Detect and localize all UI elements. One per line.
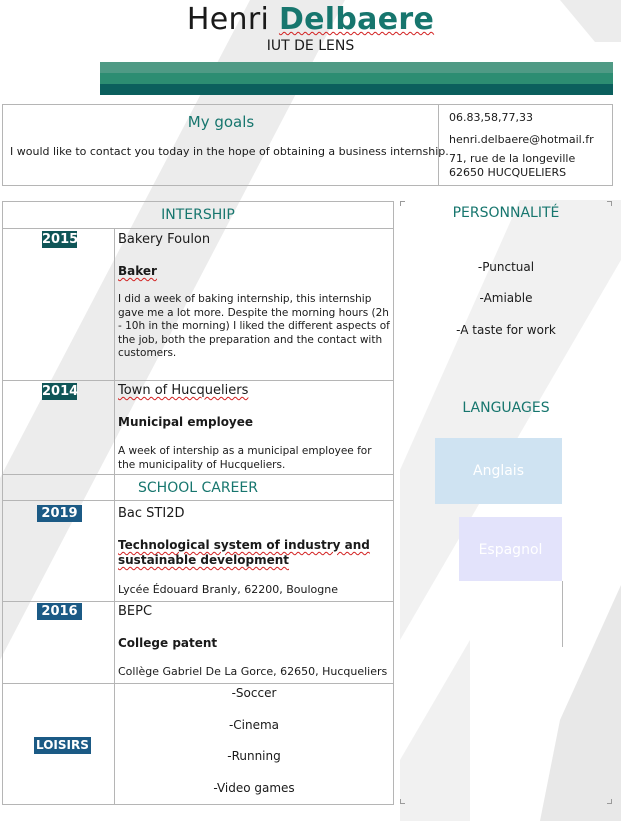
- year-badge: 2014: [42, 384, 79, 399]
- school-diploma: Bac STI2D: [118, 506, 185, 521]
- row-divider: [3, 500, 393, 501]
- school-diploma: BEPC: [118, 604, 153, 619]
- header-band-dark: [100, 84, 613, 95]
- row-divider: [3, 380, 393, 381]
- hobby-item: -Cinema: [228, 718, 280, 732]
- internship-title: Bakery Foulon: [118, 232, 211, 247]
- hobby-item: -Video games: [213, 781, 295, 795]
- contact-email: henri.delbaere@hotmail.fr: [449, 133, 594, 146]
- language-english-box: Anglais: [435, 438, 562, 504]
- internship-title: Town of Hucqueliers: [118, 383, 249, 398]
- frame-corner: [400, 799, 405, 804]
- year-badge: 2015: [42, 232, 79, 247]
- goals-title: My goals: [187, 113, 255, 131]
- languages-heading: LANGUAGES: [462, 400, 550, 416]
- language-connector-line: [562, 581, 563, 647]
- internship-description: I did a week of baking internship, this internship gave me a lot more. Despite the morning hours (2h - 10h in the morning) I liked the different aspects of the job, both the preparation and the contact with customers.: [118, 293, 390, 360]
- hobby-item: -Running: [227, 749, 281, 763]
- internship-role: Municipal employee: [118, 415, 254, 429]
- goals-box: [2, 104, 449, 186]
- loisirs-label: LOISIRS: [36, 738, 89, 752]
- row-divider: [3, 683, 393, 684]
- header-band-light: [100, 62, 613, 73]
- personality-item: -Punctual: [477, 260, 535, 274]
- row-divider: [3, 601, 393, 602]
- last-name: Delbaere: [278, 2, 435, 37]
- school-career-heading: SCHOOL CAREER: [138, 480, 258, 496]
- internship-description: A week of intership as a municipal employee for the municipality of Hucqueliers.: [118, 445, 372, 471]
- row-divider: [3, 474, 393, 475]
- row-divider: [3, 228, 393, 229]
- candidate-name: [0, 0, 621, 40]
- contact-phone: 06.83,58,77,33: [449, 111, 533, 124]
- personality-item: -Amiable: [479, 291, 533, 305]
- goals-text: I would like to contact you today in the hope of obtaining a business internship.: [10, 145, 449, 158]
- school-name-location: Lycée Édouard Branly, 62200, Boulogne: [118, 583, 338, 596]
- language-spanish-box: Espagnol: [459, 517, 562, 581]
- school-specialty: Technological system of industry and sustainable development: [118, 538, 370, 567]
- hobby-item: -Soccer: [231, 686, 277, 700]
- cv-table: [2, 201, 394, 805]
- frame-corner: [607, 799, 612, 804]
- year-badge: 2016: [37, 603, 82, 620]
- contact-address-line2: 62650 HUCQUELIERS: [449, 166, 567, 179]
- school-name: IUT DE LENS: [266, 38, 355, 54]
- personality-item: -A taste for work: [456, 323, 556, 337]
- internship-heading: INTERSHIP: [161, 207, 235, 223]
- header-band-mid: [100, 73, 613, 84]
- school-specialty: College patent: [118, 636, 218, 650]
- internship-role: Baker: [118, 264, 157, 278]
- school-name-location: Collège Gabriel De La Gorce, 62650, Hucqueliers: [118, 665, 388, 678]
- contact-box: [438, 104, 613, 186]
- first-name: Henri: [186, 2, 270, 37]
- contact-address-line1: 71, rue de la longeville: [449, 152, 576, 165]
- year-badge: 2019: [37, 505, 82, 522]
- personality-heading: PERSONNALITÉ: [452, 205, 560, 221]
